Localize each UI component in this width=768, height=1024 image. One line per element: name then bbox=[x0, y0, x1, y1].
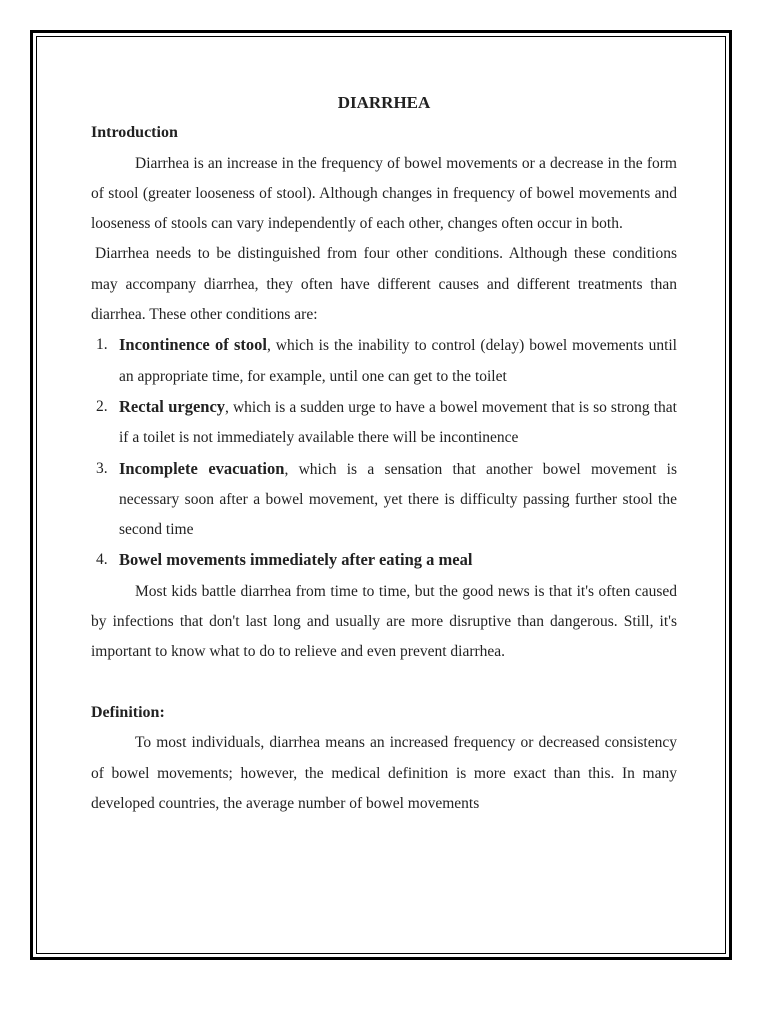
list-item-number: 4. bbox=[96, 551, 108, 569]
section-spacer bbox=[91, 668, 677, 698]
document-title: DIARRHEA bbox=[337, 93, 431, 112]
conditions-list bbox=[91, 330, 677, 576]
definition-heading: Definition: bbox=[91, 703, 165, 721]
list-item bbox=[91, 330, 677, 392]
introduction-heading: Introduction bbox=[91, 124, 178, 142]
list-item-term: Rectal urgency bbox=[119, 396, 226, 416]
list-item-term: Bowel movements immediately after eating a meal bbox=[119, 550, 473, 570]
list-item-number: 1. bbox=[96, 336, 108, 354]
list-item-description: , which is a sudden urge to have a bowel movement that is so strong that if a toilet is not immediately available there will be incontinence bbox=[119, 398, 677, 447]
introduction-paragraph-3: Most kids battle diarrhea from time to time, but the good news is that it's often caused by infections that don't last long and usually are more disruptive than dangerous. Still, it's important to know what to do to relieve and even prevent diarrhea. bbox=[91, 582, 677, 661]
document-body bbox=[91, 88, 677, 819]
introduction-paragraph-2: Diarrhea needs to be distinguished from four other conditions. Although these conditions may accompany diarrhea, they often have different causes and different treatments than diarrhea. These other conditions are: bbox=[91, 245, 677, 324]
list-item bbox=[91, 454, 677, 546]
list-item-description: , which is the inability to control (delay) bowel movements until an appropriate time, for example, until one can get to the toilet bbox=[119, 337, 677, 385]
list-item-description: , which is a sensation that another bowel movement is necessary soon after a bowel movement, yet there is difficulty passing further stool the second time bbox=[119, 460, 677, 539]
list-item-number: 2. bbox=[96, 397, 108, 415]
list-item-number: 3. bbox=[96, 459, 108, 477]
definition-paragraph-1: To most individuals, diarrhea means an increased frequency or decreased consistency of bowel movements; however, the medical definition is more exact than this. In many developed countries, the average number of bowel movements bbox=[91, 734, 677, 812]
list-item-term: Incomplete evacuation bbox=[119, 458, 285, 478]
list-item bbox=[91, 392, 677, 454]
list-item bbox=[91, 545, 677, 576]
list-item-term: Incontinence of stool bbox=[119, 335, 267, 355]
introduction-paragraph-1: Diarrhea is an increase in the frequency of bowel movements or a decrease in the form of stool (greater looseness of stool). Although changes in frequency of bowel movements and looseness of stools can vary independently of each other, changes often occur in both. bbox=[91, 154, 677, 233]
